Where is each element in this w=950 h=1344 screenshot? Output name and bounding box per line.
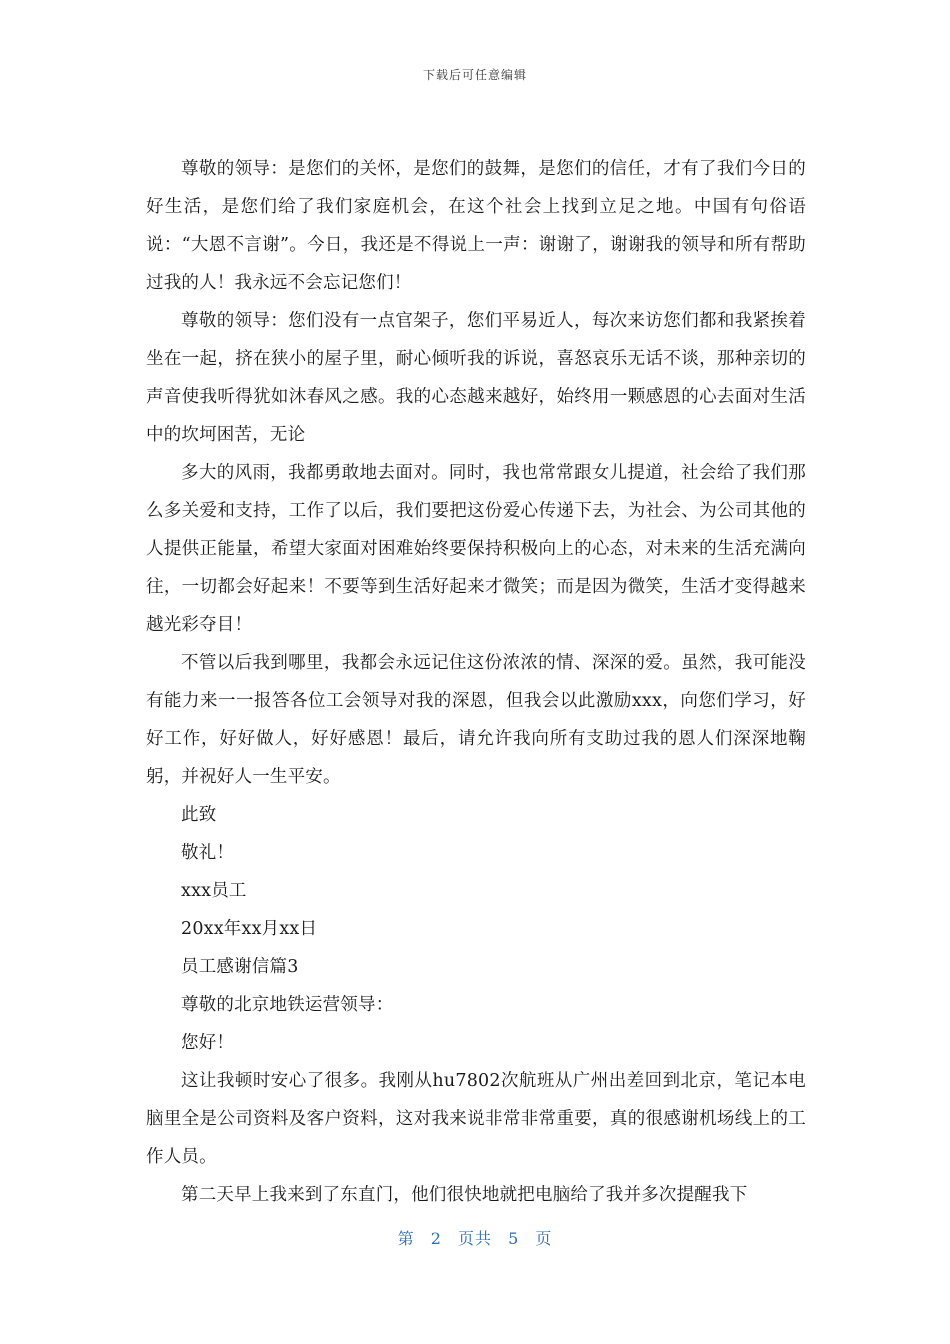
page-number: 第 2 页共 5 页: [397, 1229, 553, 1248]
salutation: 尊敬的北京地铁运营领导：: [181, 995, 394, 1015]
paragraph: 不管以后我到哪里，我都会永远记住这份浓浓的情、深深的爱。虽然，我可能没有能力来一一报答各位工会领导对我的深恩，但我会以此激励xxx，向您们学习，好好工作，好好做人，好好感恩！最后，请允许我向所有支助过我的恩人们深深地鞠躬，并祝好人一生平安。: [146, 653, 806, 787]
section-title: 员工感谢信篇3: [181, 957, 299, 977]
paragraph: 多大的风雨，我都勇敢地去面对。同时，我也常常跟女儿提道，社会给了我们那么多关爱和支持，工作了以后，我们要把这份爱心传递下去，为社会、为公司其他的人提供正能量，希望大家面对困难始终要保持积极向上的心态，对未来的生活充满向往，一切都会好起来！不要等到生活好起来才微笑；而是因为微笑，生活才变得越来越光彩夺目！: [146, 463, 806, 635]
document-body: [146, 150, 806, 1214]
paragraph: 尊敬的领导：是您们的关怀，是您们的鼓舞，是您们的信任，才有了我们今日的好生活，是您们给了我们家庭机会，在这个社会上找到立足之地。中国有句俗语说：“大恩不言谢”。今日，我还是不得说上一声：谢谢了，谢谢我的领导和所有帮助过我的人！我永远不会忘记您们！: [146, 159, 806, 293]
paragraph: 第二天早上我来到了东直门，他们很快地就把电脑给了我并多次提醒我下: [181, 1185, 748, 1205]
greeting: 您好！: [181, 1033, 235, 1053]
date-line: 20xx年xx月xx日: [181, 919, 318, 939]
paragraph: 这让我顿时安心了很多。我刚从hu7802次航班从广州出差回到北京，笔记本电脑里全是公司资料及客户资料，这对我来说非常非常重要，真的很感谢机场线上的工作人员。: [146, 1071, 806, 1167]
closing-salute: 敬礼！: [181, 843, 235, 863]
closing-line: 此致: [181, 805, 217, 825]
page-header: 下载后可任意编辑: [422, 68, 527, 82]
paragraph: 尊敬的领导：您们没有一点官架子，您们平易近人，每次来访您们都和我紧挨着坐在一起，挤在狭小的屋子里，耐心倾听我的诉说，喜怒哀乐无话不谈，那种亲切的声音使我听得犹如沐春风之感。我的心态越来越好，始终用一颗感恩的心去面对生活中的坎坷困苦，无论: [146, 311, 806, 445]
signature: xxx员工: [181, 881, 247, 901]
